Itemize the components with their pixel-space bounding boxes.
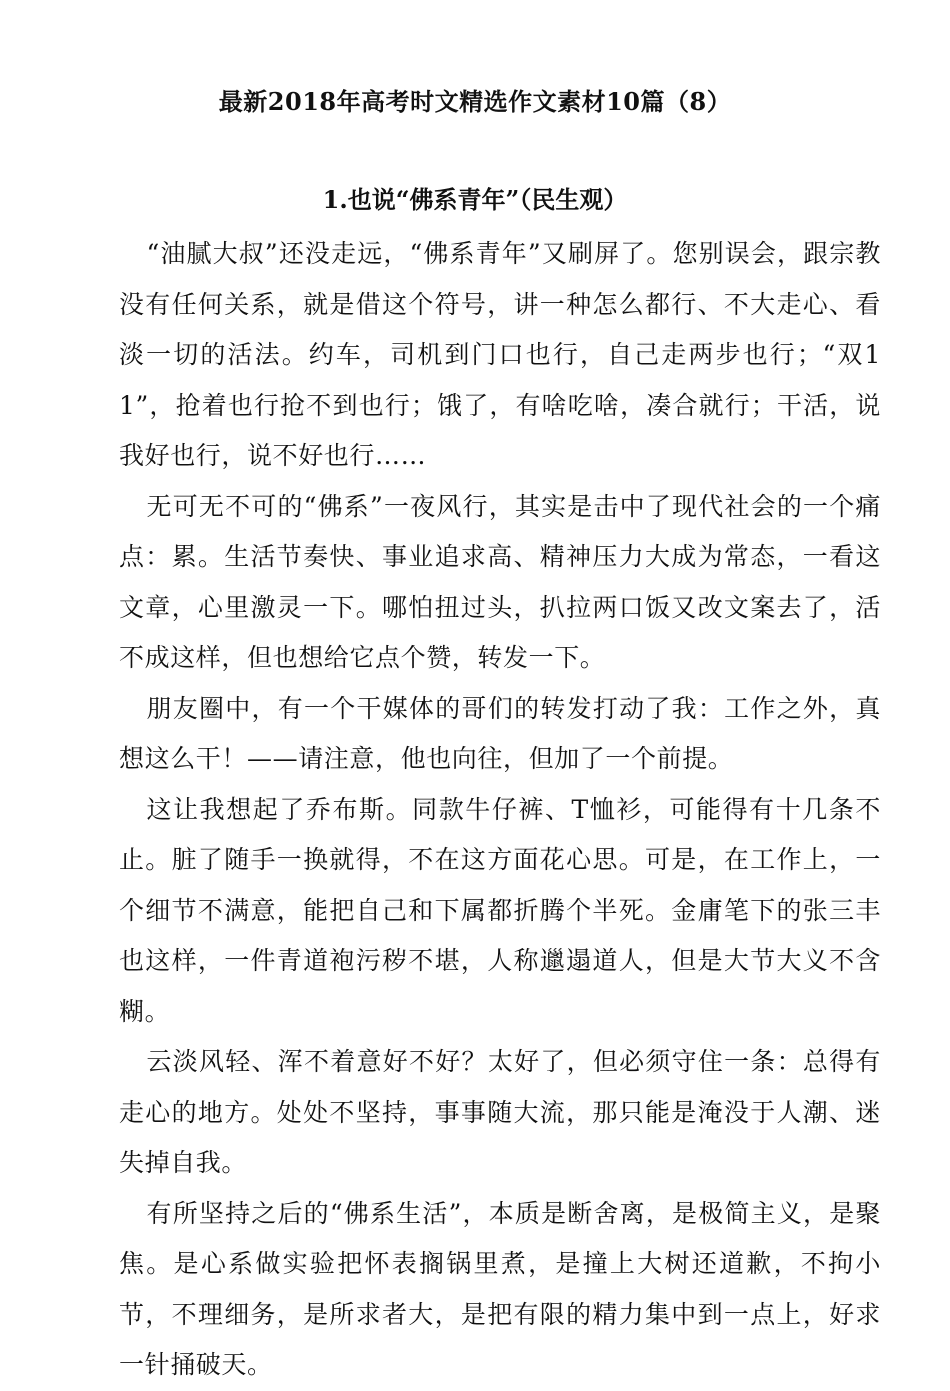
- article-body: [119, 229, 881, 1391]
- paragraph: 这让我想起了乔布斯。同款牛仔裤、T恤衫，可能得有十几条不止。脏了随手一换就得，不在这方面花心思。可是，在工作上，一个细节不满意，能把自己和下属都折腾个半死。金庸笔下的张三丰也这样，一件青道袍污秽不堪，人称邋遢道人，但是大节大义不含糊。: [119, 794, 881, 1026]
- paragraph: 朋友圈中，有一个干媒体的哥们的转发打动了我：工作之外，真想这么干！——请注意，他也向往，但加了一个前提。: [119, 693, 881, 773]
- section-title: 1.也说“佛系青年”（民生观）: [322, 185, 628, 214]
- paragraph: 无可无不可的“佛系”一夜风行，其实是击中了现代社会的一个痛点：累。生活节奏快、事业追求高、精神压力大成为常态，一看这文章，心里激灵一下。哪怕扭过头，扒拉两口饭又改文案去了，活不成这样，但也想给它点个赞，转发一下。: [119, 491, 881, 672]
- document-title: 最新2018年高考时文精选作文素材10篇（8）: [218, 87, 732, 116]
- paragraph: 云淡风轻、浑不着意好不好？太好了，但必须守住一条：总得有走心的地方。处处不坚持，事事随大流，那只能是淹没于人潮、迷失掉自我。: [119, 1047, 881, 1177]
- paragraph: 有所坚持之后的“佛系生活”，本质是断舍离，是极简主义，是聚焦。是心系做实验把怀表搁锅里煮，是撞上大树还道歉，不拘小节，不理细务，是所求者大，是把有限的精力集中到一点上，好求一针捅破天。: [119, 1198, 881, 1379]
- paragraph: “油腻大叔”还没走远，“佛系青年”又刷屏了。您别误会，跟宗教没有任何关系，就是借这个符号，讲一种怎么都行、不大走心、看淡一切的活法。约车，司机到门口也行，自己走两步也行；“双11”，抢着也行抢不到也行；饿了，有啥吃啥，凑合就行；干活，说我好也行，说不好也行……: [119, 239, 881, 470]
